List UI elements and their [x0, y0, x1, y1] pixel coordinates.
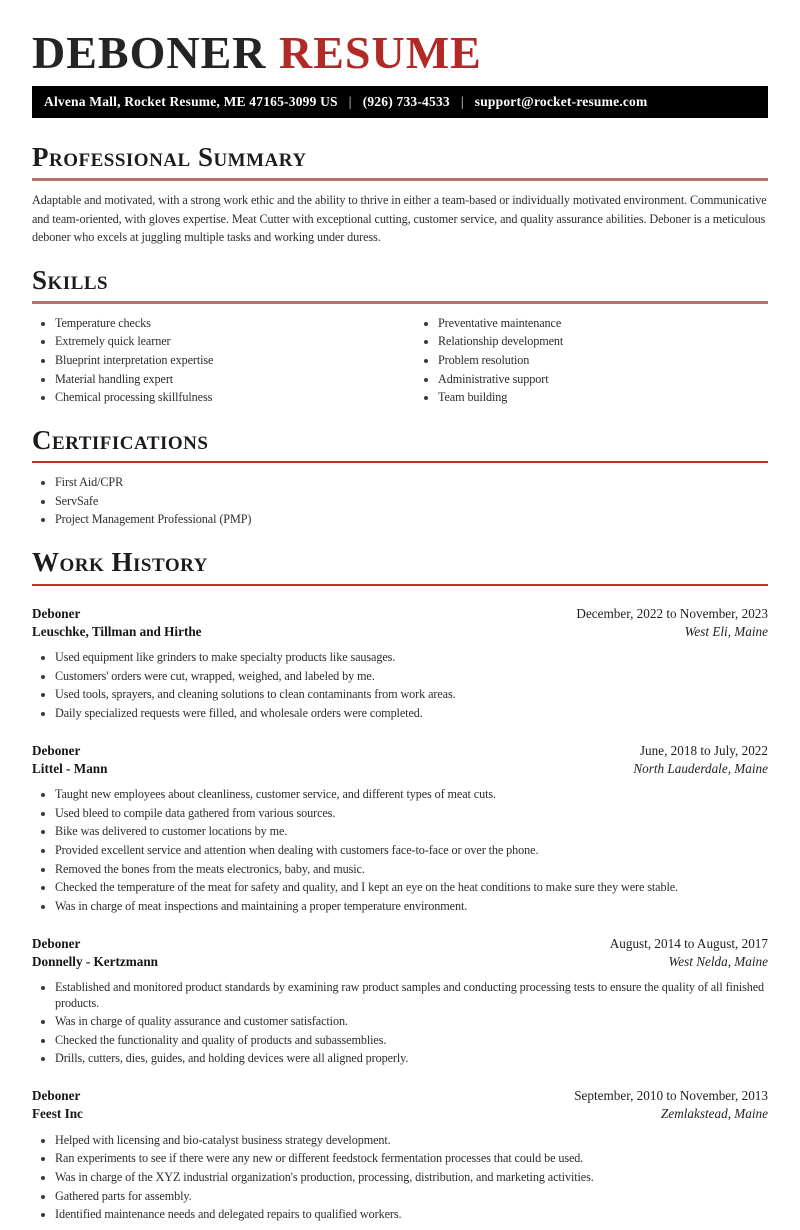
job-bullet: • Ran experiments to see if there were any new or different feedstock fermentation processes that could be used. — [55, 1150, 768, 1169]
job-location: Zemlakstead, Maine — [661, 1106, 768, 1122]
list-item: • Problem resolution — [438, 351, 768, 370]
contact-separator: | — [348, 94, 352, 109]
job-header-row — [32, 935, 768, 953]
list-item: • Project Management Professional (PMP) — [55, 511, 768, 530]
contact-address: Alvena Mall, Rocket Resume, ME 47165-3099 US — [44, 94, 338, 109]
job-bullet: • Customers' orders were cut, wrapped, weighed, and labeled by me. — [55, 667, 768, 686]
job-location: North Lauderdale, Maine — [633, 760, 768, 776]
section-title-certifications: Certifications — [32, 425, 209, 456]
page-title-primary: DEBONER — [32, 27, 267, 78]
section-skills — [32, 266, 768, 407]
job-header-row — [32, 1087, 768, 1105]
job-header-row — [32, 605, 768, 623]
job-entry — [32, 742, 768, 916]
section-title-skills: Skills — [32, 264, 109, 295]
job-bullet: • Used bleed to compile data gathered from various sources. — [55, 804, 768, 823]
section-rule — [32, 178, 768, 181]
job-dates: December, 2022 to November, 2023 — [576, 605, 768, 621]
job-location: West Nelda, Maine — [668, 953, 768, 969]
job-bullets — [32, 786, 768, 916]
contact-separator: | — [460, 94, 464, 109]
job-bullet: • Checked the functionality and quality of products and subassemblies. — [55, 1031, 768, 1050]
job-company: Donnelly - Kertzmann — [32, 953, 159, 969]
page-title-accent: RESUME — [278, 27, 482, 78]
skills-list-left — [32, 314, 385, 407]
page-title — [32, 27, 768, 78]
job-bullet: • Established and monitored product standards by examining raw product samples and conducting processing tests to ensure the quality of all finished products. — [55, 979, 768, 1013]
job-bullet: • Provided excellent service and attention when dealing with customers face-to-face or over the phone. — [55, 841, 768, 860]
section-rule — [32, 301, 768, 304]
section-rule — [32, 461, 768, 463]
job-entry — [32, 605, 768, 723]
job-bullets — [32, 979, 768, 1069]
list-item: • Team building — [438, 389, 768, 408]
list-item: • Chemical processing skillfulness — [55, 389, 385, 408]
section-certifications — [32, 426, 768, 529]
job-title: Deboner — [32, 742, 81, 758]
job-bullet: • Checked the temperature of the meat for safety and quality, and I kept an eye on the heat conditions to make sure they were stable. — [55, 879, 768, 898]
job-bullet: • Bike was delivered to customer locations by me. — [55, 823, 768, 842]
job-title: Deboner — [32, 935, 81, 951]
section-rule — [32, 584, 768, 586]
skills-list-right — [415, 314, 768, 407]
job-subheader-row — [32, 623, 768, 641]
job-bullet: • Used equipment like grinders to make specialty products like sausages. — [55, 649, 768, 668]
section-title-work-history: Work History — [32, 547, 208, 578]
job-dates: August, 2014 to August, 2017 — [609, 935, 768, 951]
job-bullet: • Was in charge of the XYZ industrial organization's production, processing, distribution, and marketing activities. — [55, 1168, 768, 1187]
section-work-history — [32, 548, 768, 1224]
summary-text: Adaptable and motivated, with a strong work ethic and the ability to thrive in either a team-based or individually motivated environment. Communicative and team-oriented, with gloves expertise. Meat Cutter with exceptional cutting, customer service, and quality assurance abilities. Deboner is a meticulous deboner who excels at juggling multiple tasks and working under duress. — [32, 193, 767, 245]
job-title: Deboner — [32, 605, 81, 621]
job-bullet: • Identified maintenance needs and delegated repairs to qualified workers. — [55, 1206, 768, 1225]
job-location: West Eli, Maine — [684, 623, 768, 639]
list-item: • Temperature checks — [55, 314, 385, 333]
contact-email: support@rocket-resume.com — [474, 94, 648, 109]
job-title: Deboner — [32, 1088, 81, 1104]
job-header-row — [32, 742, 768, 760]
job-bullets — [32, 1131, 768, 1224]
job-bullet: • Was in charge of quality assurance and customer satisfaction. — [55, 1013, 768, 1032]
job-subheader-row — [32, 1105, 768, 1123]
job-dates: June, 2018 to July, 2022 — [639, 742, 768, 758]
job-bullet: • Removed the bones from the meats electronics, baby, and music. — [55, 860, 768, 879]
job-bullet: • Helped with licensing and bio-catalyst business strategy development. — [55, 1131, 768, 1150]
job-company: Feest Inc — [32, 1106, 83, 1122]
job-bullet: • Was in charge of meat inspections and maintaining a proper temperature environment. — [55, 897, 768, 916]
list-item: • Preventative maintenance — [438, 314, 768, 333]
section-title-professional-summary: Professional Summary — [32, 142, 307, 172]
resume-page — [0, 27, 800, 1230]
job-bullet: • Used tools, sprayers, and cleaning solutions to clean contaminants from work areas. — [55, 686, 768, 705]
list-item: • Material handling expert — [55, 370, 385, 389]
job-bullet: • Taught new employees about cleanliness, customer service, and different types of meat cuts. — [55, 786, 768, 805]
list-item: • ServSafe — [55, 492, 768, 511]
contact-phone: (926) 733-4533 — [362, 94, 450, 109]
job-bullet: • Drills, cutters, dies, guides, and holding devices were all aligned properly. — [55, 1050, 768, 1069]
list-item: • First Aid/CPR — [55, 473, 768, 492]
job-entry — [32, 935, 768, 1069]
job-bullet: • Gathered parts for assembly. — [55, 1187, 768, 1206]
job-dates: September, 2010 to November, 2013 — [574, 1088, 768, 1104]
work-history-entries — [32, 605, 768, 1225]
job-company: Leuschke, Tillman and Hirthe — [32, 623, 202, 639]
list-item: • Administrative support — [438, 370, 768, 389]
list-item: • Blueprint interpretation expertise — [55, 351, 385, 370]
job-company: Littel - Mann — [32, 760, 108, 776]
job-subheader-row — [32, 760, 768, 778]
contact-bar — [32, 86, 768, 118]
section-professional-summary — [32, 143, 768, 247]
job-subheader-row — [32, 953, 768, 971]
job-bullets — [32, 649, 768, 723]
job-bullet: • Daily specialized requests were filled, and wholesale orders were completed. — [55, 704, 768, 723]
skills-columns — [32, 306, 768, 407]
certifications-list — [32, 473, 768, 529]
list-item: • Extremely quick learner — [55, 333, 385, 352]
list-item: • Relationship development — [438, 333, 768, 352]
job-entry — [32, 1087, 768, 1224]
